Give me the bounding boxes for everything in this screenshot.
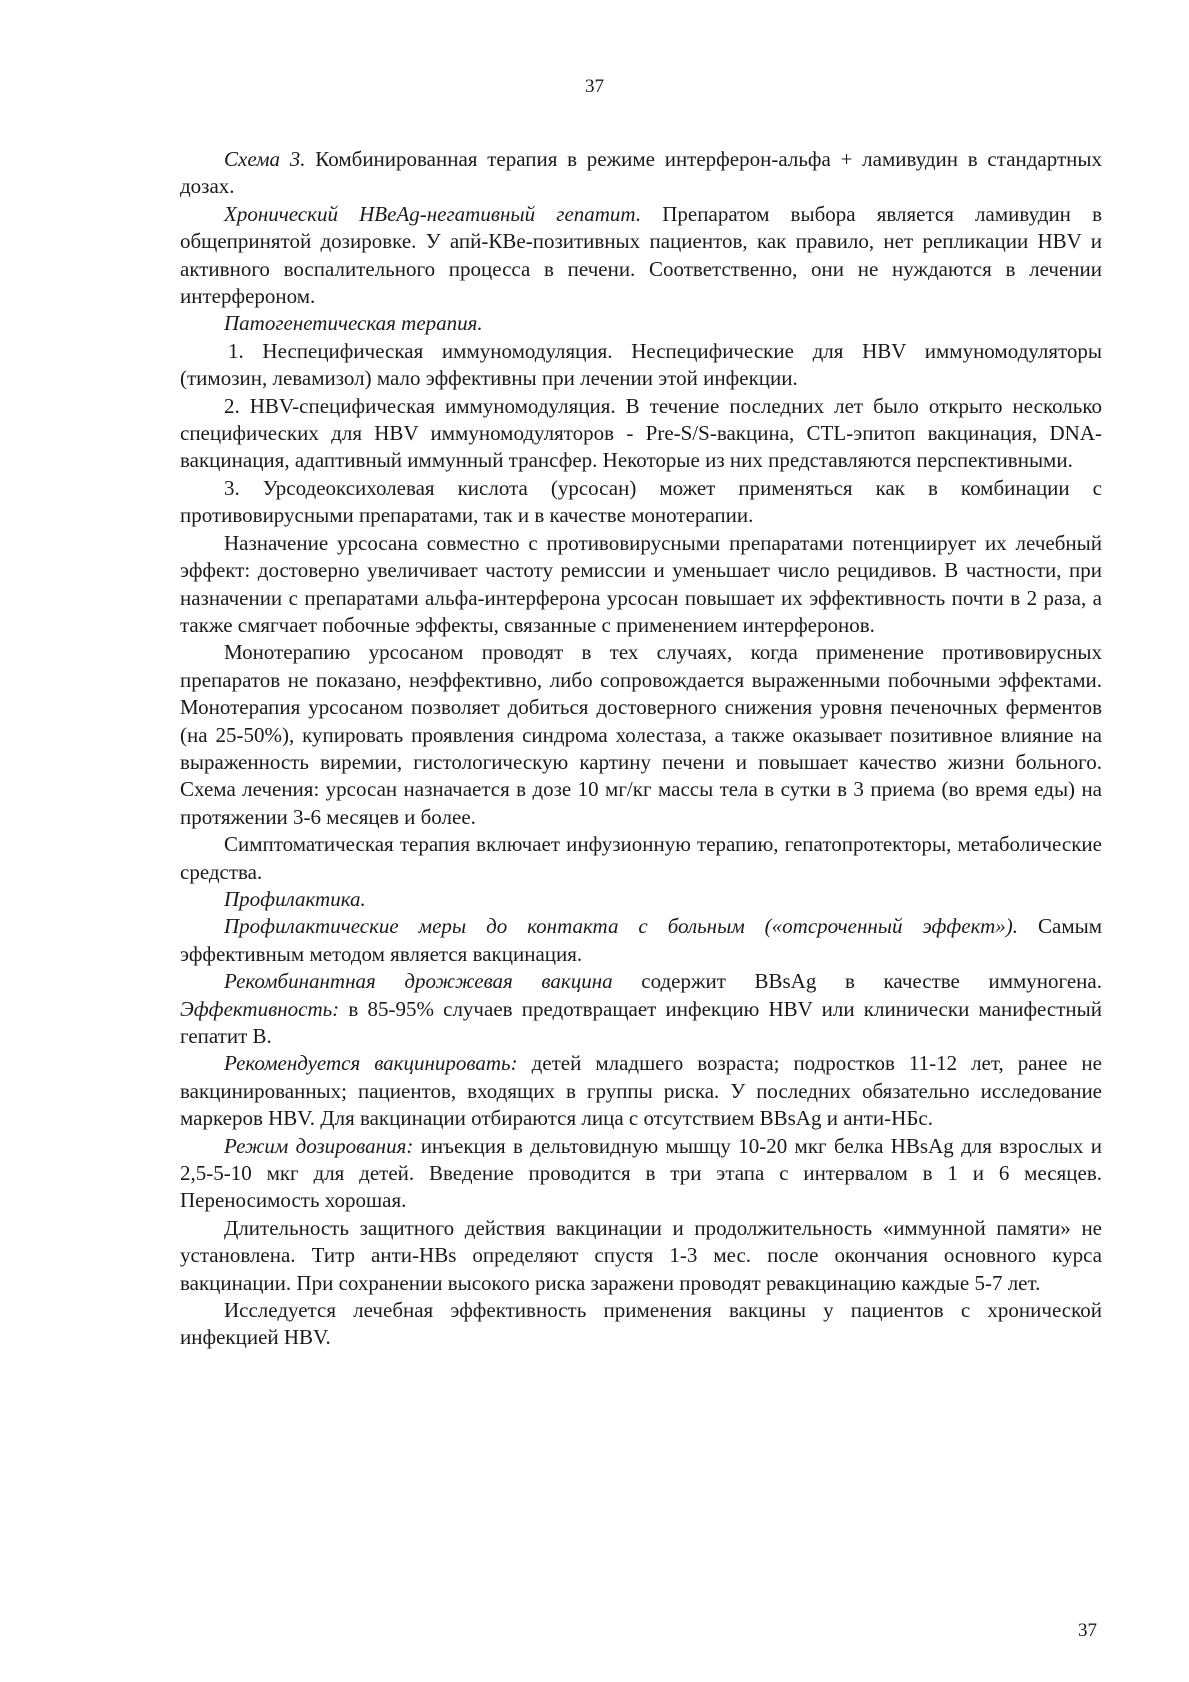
paragraph-text: Самым эффективным методом является вакцинация. <box>180 914 1103 966</box>
paragraph-text: содержит BBsAg в качестве иммуногена. <box>612 969 1102 994</box>
paragraph-text: Симптоматическая терапия включает инфузионную терапию, гепатопротекторы, метаболические средства. <box>180 832 1102 884</box>
paragraph-lead: Патогенетическая терапия. <box>224 311 483 336</box>
paragraph-lead: Схема 3. <box>224 147 306 171</box>
paragraph-symptomatic <box>180 831 1102 886</box>
page-number-top: 37 <box>585 76 604 97</box>
paragraph-text-2: в 85-95% случаев предотвращает инфекцию HBV или клинически манифестный гепатит B. <box>180 996 1102 1048</box>
page-number-bottom: 37 <box>1078 1620 1097 1641</box>
paragraph-lead: Хронический HBeAg-негативный гепатит. <box>224 201 642 226</box>
paragraph-lead: Рекомендуется вакцинировать: <box>224 1051 518 1076</box>
paragraph-lead: Профилактические меры до контакта с больным («отсроченный эффект»). <box>224 914 1019 939</box>
heading-pathogenetic-therapy <box>180 310 1102 337</box>
paragraph-lead: Профилактика. <box>224 886 366 911</box>
paragraph-text: Длительность защитного действия вакцинации и продолжительность «иммунной памяти» не установлена. Титр анти-HBs определяют спустя 1-3 мес. после окончания основного курса вакцинации. При сохранении высокого риска заражени проводят ревакцинацию каждые 5-7 лет. <box>180 1215 1102 1295</box>
paragraph-recombinant-vaccine <box>180 968 1102 1050</box>
paragraph-scheme-3 <box>180 146 1102 201</box>
paragraph-text: инъекция в дельтовидную мышцу 10-20 мкг белка HBsAg для взрослых и 2,5-5-10 мкг для детей. Введение проводится в три этапа с интервалом в 1 и 6 месяцев. Переносимость хорошая. <box>180 1133 1102 1213</box>
paragraph-text: Комбинированная терапия в режиме интерферон-альфа + ламивудин в стандартных дозах. <box>180 147 1103 199</box>
paragraph-item-2 <box>180 393 1102 475</box>
paragraph-preventive-measures <box>180 913 1102 968</box>
paragraph-recommended <box>180 1050 1102 1132</box>
paragraph-text: Монотерапию урсосаном проводят в тех случаях, когда применение противовирусных препаратов не показано, неэффективно, либо сопровождается выраженными побочными эффектами. Монотерапия урсосаном позволяет добиться достоверного снижения уровня печеночных ферментов (на 25-50%), купировать проявления синдрома холестаза, а также оказывает позитивное влияние на выраженность виремии, гистологическую картину печени и повышает качество жизни больного. Схема лечения: урсосан назначается в дозе 10 мг/кг массы тела в сутки в 3 приема (во время еды) на протяжении 3-6 месяцев и более. <box>180 640 1102 829</box>
document-body <box>180 146 1102 1352</box>
paragraph-text: 1. Неспецифическая иммуномодуляция. Неспецифические для HBV иммуномодуляторы (тимозин, левамизол) мало эффективны при лечении этой инфекции. <box>180 338 1102 391</box>
paragraph-item-1 <box>180 338 1102 393</box>
paragraph-dosing <box>180 1133 1102 1215</box>
paragraph-text: 3. Урсодеоксихолевая кислота (урсосан) может применяться как в комбинации с противовирусными препаратами, так и в качестве монотерапии. <box>180 475 1102 528</box>
paragraph-lead: Рекомбинантная дрожжевая вакцина <box>224 969 613 994</box>
paragraph-text: Исследуется лечебная эффективность применения вакцины у пациентов с хронической инфекцией HBV. <box>180 1298 1102 1350</box>
paragraph-monotherapy <box>180 639 1102 831</box>
paragraph-duration <box>180 1215 1102 1297</box>
heading-prophylaxis <box>180 886 1102 913</box>
paragraph-text: Препаратом выбора является ламивудин в общепринятой дозировке. У апй-КВе-позитивных пациентов, как правило, нет репликации HBV и активного воспалительного процесса в печени. Соответственно, они не нуждаются в лечении интерфероном. <box>180 201 1102 309</box>
paragraph-item-3 <box>180 475 1102 530</box>
paragraph-ursosan-combination <box>180 530 1102 640</box>
paragraph-text: детей младшего возраста; подростков 11-12 лет, ранее не вакцинированных; пациентов, входящих в группы риска. У последних обязательно исследование маркеров HBV. Для вакцинации отбираются лица с отсутствием BBsAg и анти-HБc. <box>180 1051 1102 1131</box>
paragraph-research <box>180 1297 1102 1352</box>
paragraph-lead: Режим дозирования: <box>224 1133 414 1158</box>
paragraph-hbeag-negative <box>180 201 1102 311</box>
paragraph-text: Назначение урсосана совместно с противовирусными препаратами потенциирует их лечебный эффект: достоверно увеличивает частоту ремиссии и уменьшает число рецидивов. В частности, при назначении с препаратами альфа-интерферона урсосан повышает их эффективность почти в 2 раза, а также смягчает побочные эффекты, связанные с применением интерферонов. <box>180 530 1102 637</box>
paragraph-lead-2: Эффективность: <box>180 996 340 1021</box>
paragraph-text: 2. HBV-специфическая иммуномодуляция. В течение последних лет было открыто несколько специфических для HBV иммуномодуляторов - Pre-S/S-вакцина, CTL-эпитоп вакцинация, DNA-вакцинация, адаптивный иммунный трансфер. Некоторые из них представляются перспективными. <box>180 393 1102 473</box>
